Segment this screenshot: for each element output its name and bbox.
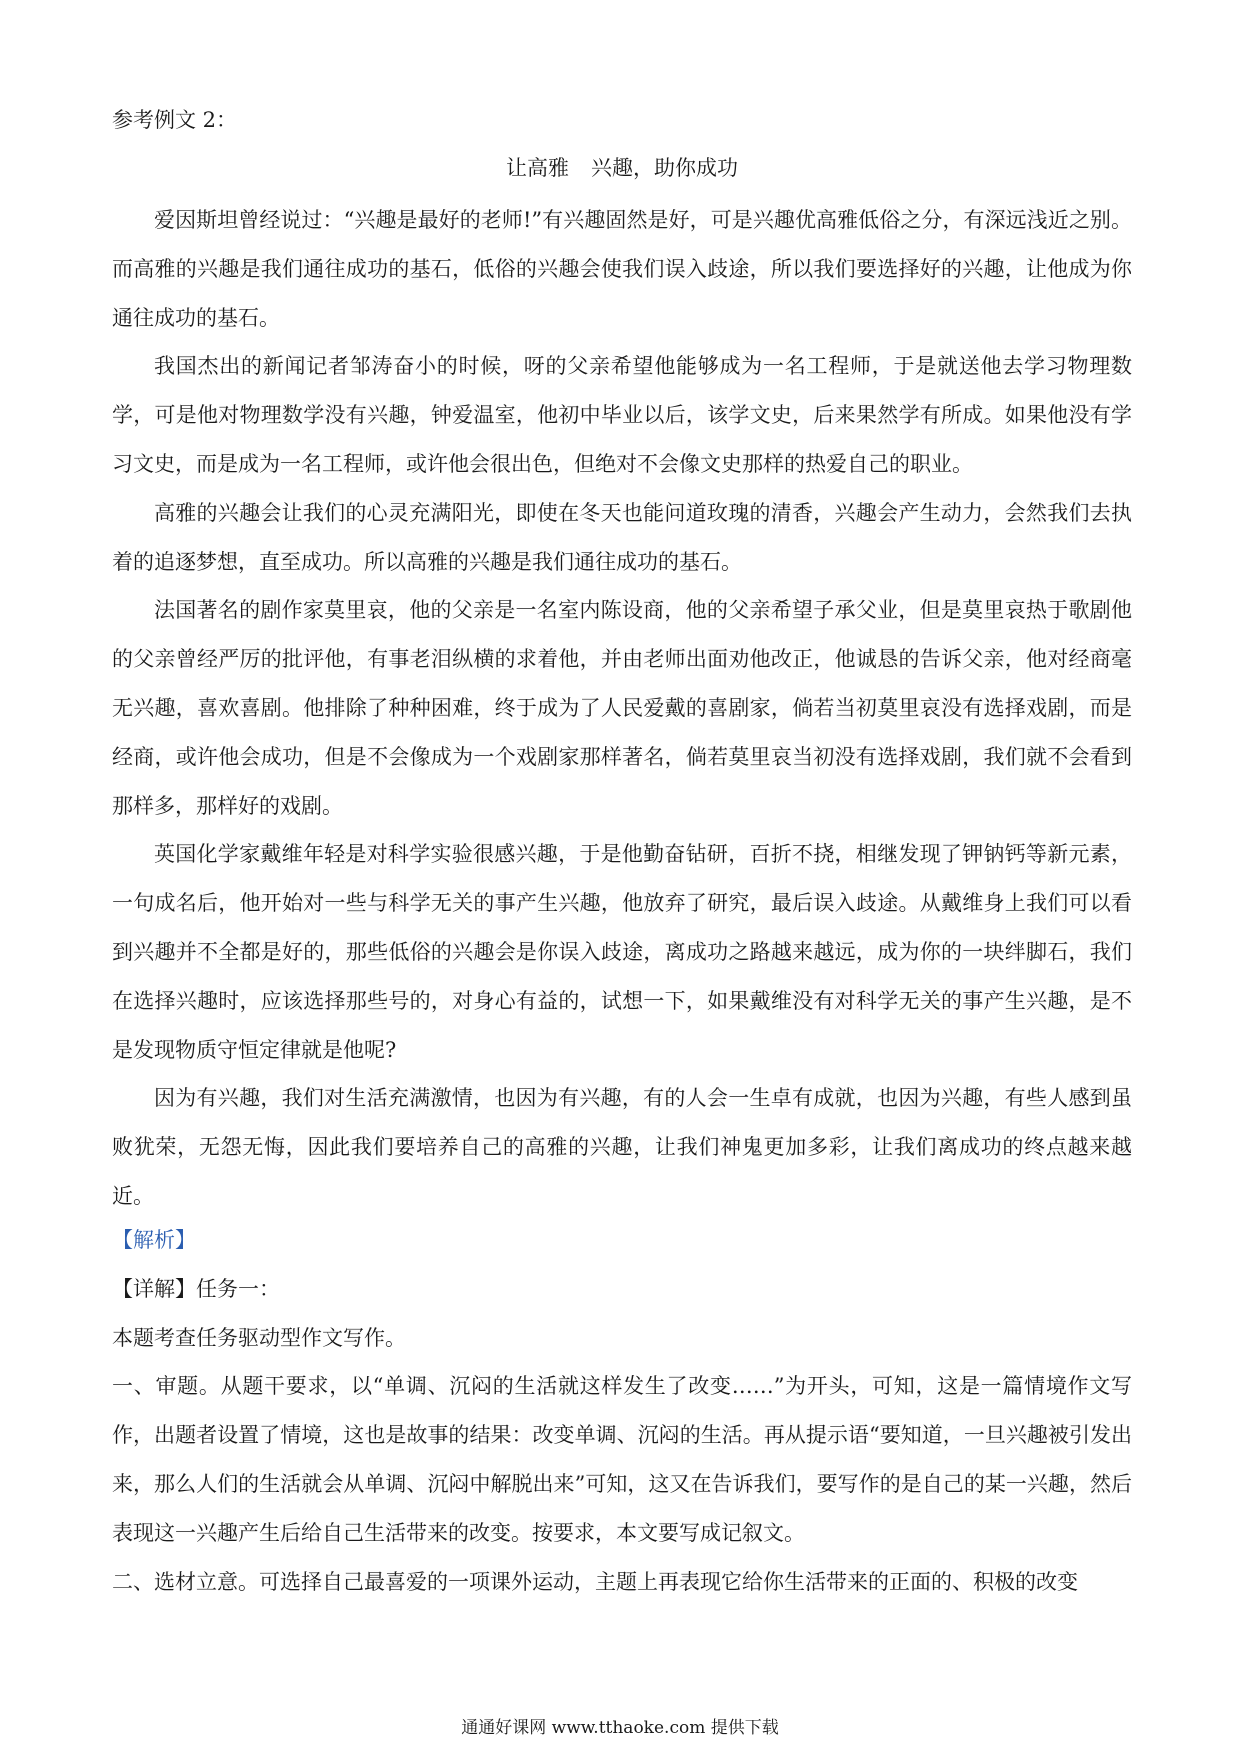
essay-paragraph: 英国化学家戴维年轻是对科学实验很感兴趣，于是他勤奋钻研，百折不挠，相继发现了钾钠钙等新元素，一句成名后，他开始对一些与科学无关的事产生兴趣，他放弃了研究，最后误入歧途。从戴维身上我们可以看到兴趣并不全都是好的，那些低俗的兴趣会是你误入歧途，离成功之路越来越远，成为你的一块绊脚石，我们在选择兴趣时，应该选择那些号的，对身心有益的，试想一下，如果戴维没有对科学无关的事产生兴趣，是不是发现物质守恒定律就是他呢? (112, 842, 1132, 1062)
essay-title-part-1: 让高雅 (506, 156, 569, 180)
essay-paragraph: 我国杰出的新闻记者邹涛奋小的时候，呀的父亲希望他能够成为一名工程师，于是就送他去学习物理数学，可是他对物理数学没有兴趣，钟爱温室，他初中毕业以后，该学文史，后来果然学有所成。如果他没有学习文史，而是成为一名工程师，或许他会很出色，但绝对不会像文史那样的热爱自己的职业。 (112, 354, 1132, 476)
analysis-line: 一、审题。从题干要求，以“单调、沉闷的生活就这样发生了改变……”为开头，可知，这是一篇情境作文写作，出题者设置了情境，这也是故事的结果：改变单调、沉闷的生活。再从提示语“要知道，一旦兴趣被引发出来，那么人们的生活就会从单调、沉闷中解脱出来”可知，这又在告诉我们，要写作的是自己的某一兴趣，然后表现这一兴趣产生后给自己生活带来的改变。按要求，本文要写成记叙文。 (112, 1374, 1132, 1545)
detail-text: 任务一： (196, 1276, 280, 1301)
essay-title (112, 152, 1132, 184)
essay-paragraph: 法国著名的剧作家莫里哀，他的父亲是一名室内陈设商，他的父亲希望子承父业，但是莫里哀热于歌剧他的父亲曾经严厉的批评他，有事老泪纵横的求着他，并由老师出面劝他改正，他诚恳的告诉父亲，他对经商毫无兴趣，喜欢喜剧。他排除了种种困难，终于成为了人民爱戴的喜剧家，倘若当初莫里哀没有选择戏剧，而是经商，或许他会成功，但是不会像成为一个戏剧家那样著名，倘若莫里哀当初没有选择戏剧，我们就不会看到那样多，那样好的戏剧。 (112, 598, 1132, 818)
document-page (112, 0, 1132, 1754)
essay-paragraph: 高雅的兴趣会让我们的心灵充满阳光，即使在冬天也能问道玫瑰的清香，兴趣会产生动力，会然我们去执着的追逐梦想，直至成功。所以高雅的兴趣是我们通往成功的基石。 (112, 500, 1132, 574)
detail-line (112, 1265, 1132, 1314)
sample-essay-heading: 参考例文 2： (112, 108, 238, 132)
essay-paragraph: 因为有兴趣，我们对生活充满激情，也因为有兴趣，有的人会一生卓有成就，也因为兴趣，有些人感到虽败犹荣，无怨无悔，因此我们要培养自己的高雅的兴趣，让我们神鬼更加多彩，让我们离成功的终点越来越近。 (112, 1086, 1132, 1208)
essay-body (112, 196, 1132, 1221)
analysis-section (112, 1216, 1132, 1606)
page-footer: 通通好课网 www.tthaoke.com 提供下载 (461, 1718, 779, 1738)
essay-paragraph: 爱因斯坦曾经说过：“兴趣是最好的老师!”有兴趣固然是好，可是兴趣优高雅低俗之分，有深远浅近之别。而高雅的兴趣是我们通往成功的基石，低俗的兴趣会使我们误入歧途，所以我们要选择好的兴趣，让他成为你通往成功的基石。 (112, 208, 1132, 330)
analysis-label: 【解析】 (112, 1228, 196, 1252)
essay-title-part-2: 兴趣，助你成功 (591, 156, 738, 180)
analysis-line: 二、选材立意。可选择自己最喜爱的一项课外运动，主题上再表现它给你生活带来的正面的、积极的改变 (112, 1569, 1078, 1594)
detail-label: 【详解】 (112, 1276, 196, 1301)
analysis-line: 本题考查任务驱动型作文写作。 (112, 1325, 406, 1350)
